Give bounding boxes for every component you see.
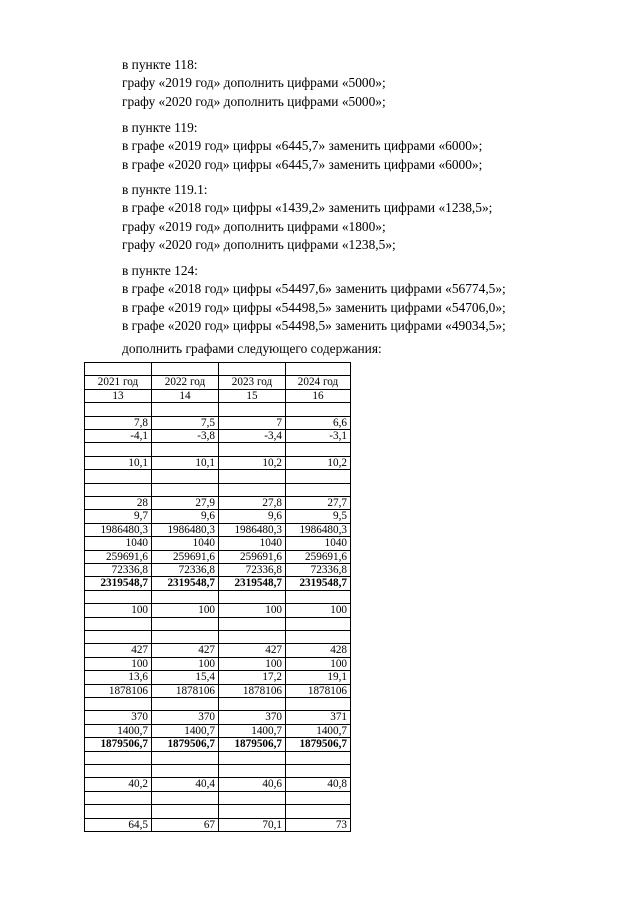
table-row bbox=[85, 456, 351, 469]
table-row bbox=[85, 537, 351, 550]
table-cell: 1986480,3 bbox=[286, 523, 351, 536]
table-cell: 1040 bbox=[286, 537, 351, 550]
table-cell: -3,1 bbox=[286, 430, 351, 443]
table-cell: 2319548,7 bbox=[85, 577, 152, 590]
table-cell: 28 bbox=[85, 496, 152, 509]
table-cell bbox=[219, 617, 286, 630]
table-cell: 1879506,7 bbox=[152, 738, 219, 751]
table-cell: 27,7 bbox=[286, 496, 351, 509]
table-cell: 7 bbox=[219, 416, 286, 429]
amendment-line: в графе «2019 год» цифры «54498,5» заменить цифрами «54706,0»; bbox=[122, 299, 506, 315]
table-row bbox=[85, 483, 351, 496]
table-cell: 370 bbox=[219, 711, 286, 724]
table-total-row bbox=[85, 738, 351, 751]
table-row bbox=[85, 724, 351, 737]
table-cell bbox=[219, 470, 286, 483]
table-row bbox=[85, 496, 351, 509]
table-cell: 7,5 bbox=[152, 416, 219, 429]
table-cell: 9,6 bbox=[219, 510, 286, 523]
table-cell: 1878106 bbox=[85, 684, 152, 697]
table-cell: 370 bbox=[85, 711, 152, 724]
table-cell: 100 bbox=[85, 657, 152, 670]
table-cell: 259691,6 bbox=[219, 550, 286, 563]
table-cell: 1879506,7 bbox=[85, 738, 152, 751]
table-cell: 10,2 bbox=[286, 456, 351, 469]
table-row bbox=[85, 564, 351, 577]
item-heading: в пункте 119: bbox=[122, 120, 198, 135]
table-cell: -4,1 bbox=[85, 430, 152, 443]
amendment-line: графу «2020 год» дополнить цифрами «1238,5»; bbox=[122, 237, 396, 253]
amendment-item-118 bbox=[122, 56, 602, 111]
table-cell bbox=[286, 403, 351, 416]
table-cell: 40,4 bbox=[152, 778, 219, 791]
column-number: 15 bbox=[219, 389, 286, 402]
table-cell: 1400,7 bbox=[286, 724, 351, 737]
table-cell bbox=[152, 443, 219, 456]
amendment-item-124 bbox=[122, 262, 602, 336]
table-row bbox=[85, 751, 351, 764]
table-cell bbox=[286, 483, 351, 496]
table-row bbox=[85, 818, 351, 831]
table-cell: 10,1 bbox=[85, 456, 152, 469]
table-cell bbox=[219, 791, 286, 804]
table-cell: 27,9 bbox=[152, 496, 219, 509]
table-cell: 100 bbox=[219, 657, 286, 670]
table-cell: 10,1 bbox=[152, 456, 219, 469]
table-cell bbox=[85, 443, 152, 456]
table-cell bbox=[152, 363, 219, 376]
table-cell: 1879506,7 bbox=[219, 738, 286, 751]
table-cell: 1400,7 bbox=[219, 724, 286, 737]
table-cell bbox=[286, 805, 351, 818]
column-header: 2024 год bbox=[286, 376, 351, 389]
item-heading: в пункте 119.1: bbox=[122, 182, 208, 197]
table-row bbox=[85, 416, 351, 429]
table-cell: 15,4 bbox=[152, 671, 219, 684]
table-row bbox=[85, 631, 351, 644]
table-cell: 1040 bbox=[219, 537, 286, 550]
table-cell bbox=[286, 791, 351, 804]
table-row bbox=[85, 430, 351, 443]
table-cell: 1400,7 bbox=[152, 724, 219, 737]
amendment-line: в графе «2020 год» цифры «54498,5» заменить цифрами «49034,5»; bbox=[122, 318, 506, 334]
table-cell bbox=[219, 483, 286, 496]
table-cell bbox=[85, 403, 152, 416]
table-cell bbox=[152, 751, 219, 764]
table-cell bbox=[152, 590, 219, 603]
table-row bbox=[85, 644, 351, 657]
table-cell: 1879506,7 bbox=[286, 738, 351, 751]
table-cell bbox=[286, 631, 351, 644]
table-cell bbox=[219, 698, 286, 711]
table-cell: 259691,6 bbox=[152, 550, 219, 563]
table-row bbox=[85, 657, 351, 670]
table-cell: -3,4 bbox=[219, 430, 286, 443]
table-cell: -3,8 bbox=[152, 430, 219, 443]
table-cell: 100 bbox=[152, 604, 219, 617]
table-cell: 100 bbox=[286, 657, 351, 670]
table-intro bbox=[122, 340, 602, 358]
table-cell: 259691,6 bbox=[85, 550, 152, 563]
table-total-row bbox=[85, 577, 351, 590]
table-cell: 1040 bbox=[152, 537, 219, 550]
table-cell bbox=[152, 483, 219, 496]
table-cell: 7,8 bbox=[85, 416, 152, 429]
table-row bbox=[85, 684, 351, 697]
amendment-line: графу «2020 год» дополнить цифрами «5000»; bbox=[122, 93, 386, 109]
item-heading: в пункте 124: bbox=[122, 263, 198, 278]
table-row bbox=[85, 523, 351, 536]
table-cell bbox=[219, 765, 286, 778]
table-cell bbox=[152, 765, 219, 778]
table-cell bbox=[286, 765, 351, 778]
table-cell: 100 bbox=[286, 604, 351, 617]
table-cell bbox=[152, 805, 219, 818]
table-cell: 1986480,3 bbox=[219, 523, 286, 536]
table-row bbox=[85, 805, 351, 818]
table-row bbox=[85, 698, 351, 711]
table-cell bbox=[152, 403, 219, 416]
table-row bbox=[85, 604, 351, 617]
table-cell: 370 bbox=[152, 711, 219, 724]
table-row bbox=[85, 510, 351, 523]
table-cell: 2319548,7 bbox=[286, 577, 351, 590]
table-cell: 67 bbox=[152, 818, 219, 831]
table-cell bbox=[85, 631, 152, 644]
table-cell bbox=[286, 470, 351, 483]
table-top-blank-row bbox=[85, 363, 351, 376]
table-intro-text: дополнить графами следующего содержания: bbox=[122, 341, 382, 356]
table-cell: 70,1 bbox=[219, 818, 286, 831]
column-number: 13 bbox=[85, 389, 152, 402]
table-cell: 259691,6 bbox=[286, 550, 351, 563]
table-cell: 1878106 bbox=[286, 684, 351, 697]
table-cell bbox=[152, 617, 219, 630]
table-cell: 64,5 bbox=[85, 818, 152, 831]
table-cell bbox=[219, 403, 286, 416]
table-cell: 1040 bbox=[85, 537, 152, 550]
table-row bbox=[85, 550, 351, 563]
table-header-row bbox=[85, 376, 351, 389]
column-number: 16 bbox=[286, 389, 351, 402]
table-cell: 428 bbox=[286, 644, 351, 657]
table-cell: 1400,7 bbox=[85, 724, 152, 737]
column-number: 14 bbox=[152, 389, 219, 402]
table-cell: 2319548,7 bbox=[152, 577, 219, 590]
table-cell: 1986480,3 bbox=[85, 523, 152, 536]
table-row bbox=[85, 671, 351, 684]
table-cell bbox=[219, 590, 286, 603]
table-cell bbox=[286, 363, 351, 376]
table-cell: 27,8 bbox=[219, 496, 286, 509]
table-cell bbox=[219, 805, 286, 818]
data-table bbox=[84, 362, 351, 832]
amendment-line: в графе «2018 год» цифры «1439,2» заменить цифрами «1238,5»; bbox=[122, 200, 493, 216]
table-cell: 17,2 bbox=[219, 671, 286, 684]
table-row bbox=[85, 778, 351, 791]
table-cell: 6,6 bbox=[286, 416, 351, 429]
column-header: 2023 год bbox=[219, 376, 286, 389]
table-cell: 40,8 bbox=[286, 778, 351, 791]
table-cell: 9,7 bbox=[85, 510, 152, 523]
table-cell bbox=[286, 443, 351, 456]
table-cell bbox=[152, 470, 219, 483]
table-cell: 73 bbox=[286, 818, 351, 831]
table-cell: 100 bbox=[152, 657, 219, 670]
table-cell: 1878106 bbox=[152, 684, 219, 697]
table-cell bbox=[85, 698, 152, 711]
table-row bbox=[85, 470, 351, 483]
table-cell bbox=[85, 751, 152, 764]
table-cell bbox=[219, 631, 286, 644]
table-cell bbox=[286, 617, 351, 630]
table-cell: 40,6 bbox=[219, 778, 286, 791]
table-cell: 13,6 bbox=[85, 671, 152, 684]
amendment-line: в графе «2019 год» цифры «6445,7» заменить цифрами «6000»; bbox=[122, 138, 483, 154]
table-cell: 72336,8 bbox=[152, 564, 219, 577]
table-cell: 19,1 bbox=[286, 671, 351, 684]
table-cell: 9,5 bbox=[286, 510, 351, 523]
table-cell bbox=[85, 483, 152, 496]
table-cell bbox=[85, 470, 152, 483]
table-cell bbox=[85, 617, 152, 630]
table-row bbox=[85, 765, 351, 778]
amendment-line: в графе «2020 год» цифры «6445,7» заменить цифрами «6000»; bbox=[122, 156, 483, 172]
amendment-line: графу «2019 год» дополнить цифрами «5000»; bbox=[122, 75, 386, 91]
table-cell bbox=[85, 363, 152, 376]
table-cell: 2319548,7 bbox=[219, 577, 286, 590]
table-cell bbox=[219, 363, 286, 376]
table-cell: 427 bbox=[152, 644, 219, 657]
table-cell bbox=[286, 751, 351, 764]
table-row bbox=[85, 711, 351, 724]
table-cell: 9,6 bbox=[152, 510, 219, 523]
column-header: 2021 год bbox=[85, 376, 152, 389]
table-cell: 40,2 bbox=[85, 778, 152, 791]
table-cell bbox=[85, 805, 152, 818]
table-column-number-row bbox=[85, 389, 351, 402]
table-cell: 427 bbox=[219, 644, 286, 657]
table-row bbox=[85, 791, 351, 804]
table-cell bbox=[286, 698, 351, 711]
table-cell: 100 bbox=[85, 604, 152, 617]
table-row bbox=[85, 590, 351, 603]
item-heading: в пункте 118: bbox=[122, 57, 198, 72]
table-row bbox=[85, 617, 351, 630]
table-cell bbox=[85, 765, 152, 778]
table-cell bbox=[85, 791, 152, 804]
table-cell bbox=[152, 698, 219, 711]
table-cell: 72336,8 bbox=[85, 564, 152, 577]
table-cell: 72336,8 bbox=[219, 564, 286, 577]
table-cell: 1878106 bbox=[219, 684, 286, 697]
table-cell: 72336,8 bbox=[286, 564, 351, 577]
table-row bbox=[85, 443, 351, 456]
table-row bbox=[85, 403, 351, 416]
column-header: 2022 год bbox=[152, 376, 219, 389]
amendment-line: графу «2019 год» дополнить цифрами «1800»; bbox=[122, 218, 386, 234]
amendment-item-119 bbox=[122, 119, 602, 174]
table-cell bbox=[219, 751, 286, 764]
table-cell bbox=[152, 791, 219, 804]
table-cell: 100 bbox=[219, 604, 286, 617]
table-cell bbox=[85, 590, 152, 603]
table-cell: 1986480,3 bbox=[152, 523, 219, 536]
amendment-item-119-1 bbox=[122, 181, 602, 255]
table-cell: 10,2 bbox=[219, 456, 286, 469]
table-cell bbox=[286, 590, 351, 603]
table-cell bbox=[219, 443, 286, 456]
table-cell: 427 bbox=[85, 644, 152, 657]
table-cell: 371 bbox=[286, 711, 351, 724]
table-cell bbox=[152, 631, 219, 644]
amendment-line: в графе «2018 год» цифры «54497,6» заменить цифрами «56774,5»; bbox=[122, 281, 506, 297]
